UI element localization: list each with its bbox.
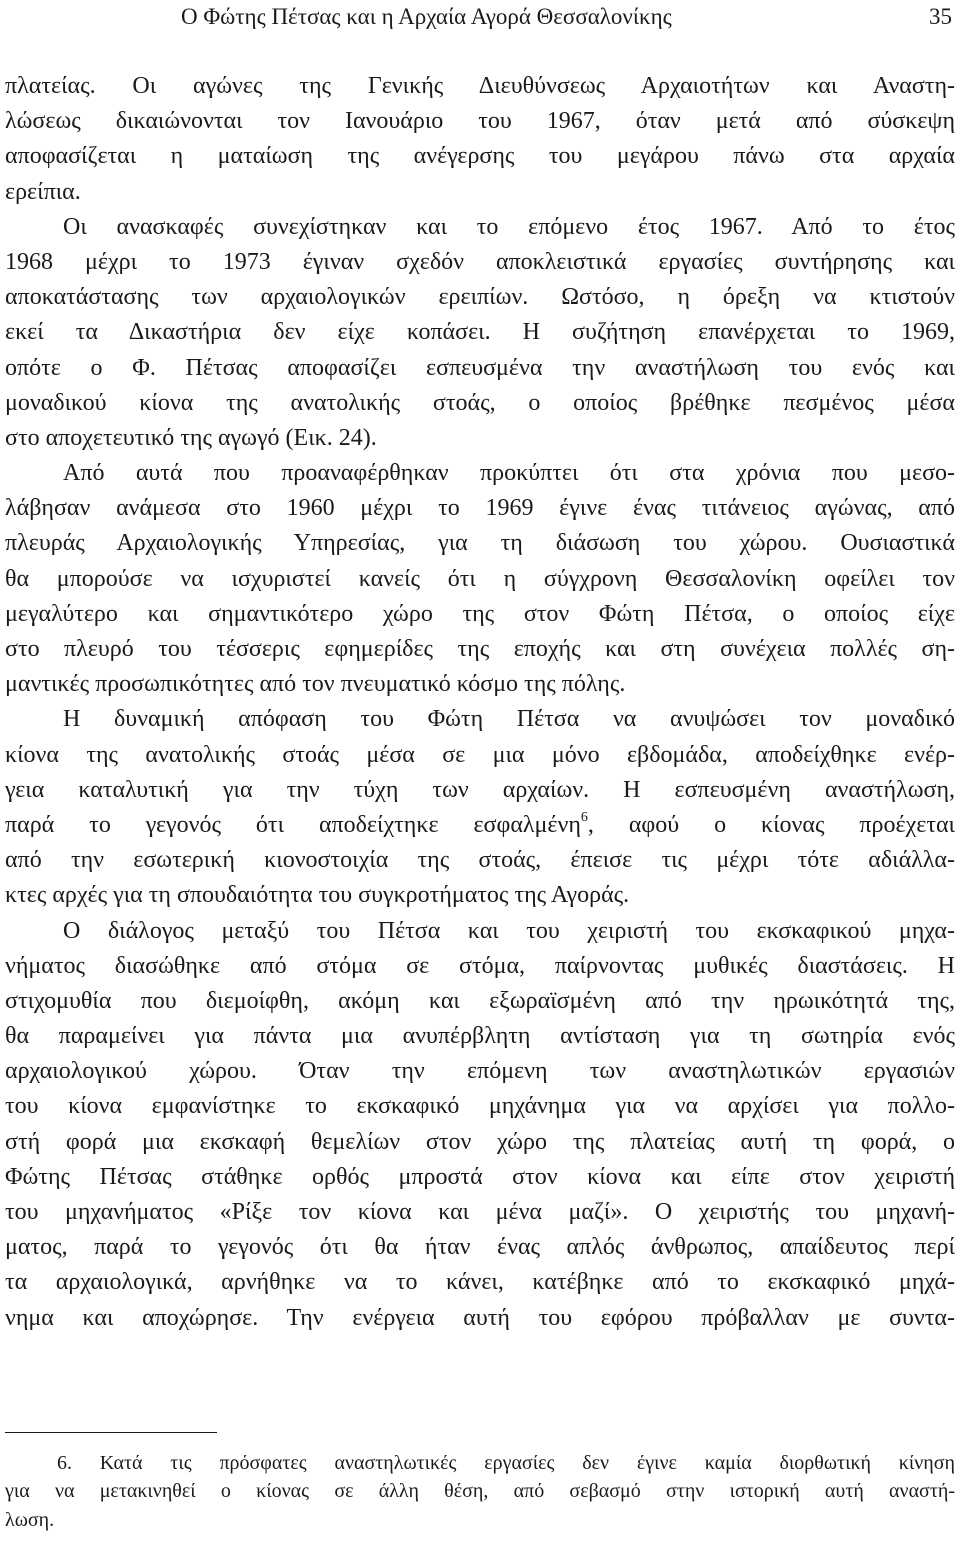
- text-line: αρχαιολογικού χώρου. Όταν την επόμενη των αναστηλωτικών εργασιών: [5, 1058, 955, 1085]
- text-line-with-footnote: [5, 808, 955, 843]
- text-line: μοναδικού κίονα της ανατολικής στοάς, ο οποίος βρέθηκε πεσμένος μέσα: [5, 389, 955, 416]
- footnote-reference: 6: [580, 809, 588, 825]
- text-line: πλατείας. Οι αγώνες της Γενικής Διευθύνσεως Αρχαιοτήτων και Αναστη-: [5, 73, 955, 99]
- text-line: του μηχανήματος «Ρίξε τον κίονα και μένα μαζί». Ο χειριστής του μηχανή-: [5, 1199, 955, 1225]
- text-line: λάβησαν ανάμεσα στο 1960 μέχρι το 1969 έγινε ένας τιτάνειος αγώνας, από: [5, 495, 955, 522]
- text-line: εκεί τα Δικαστήρια δεν είχε κοπάσει. Η συζήτηση επανέρχεται το 1969,: [5, 319, 955, 346]
- text-line: νήματος διασώθηκε από στόμα σε στόμα, παίρνοντας μυθικές διαστάσεις. Η: [5, 952, 955, 979]
- text-line: του κίονα εμφανίστηκε το εκσκαφικό μηχάνημα για να αρχίσει για πολλο-: [5, 1093, 955, 1120]
- running-title: Ο Φώτης Πέτσας και η Αρχαία Αγορά Θεσσαλονίκης: [181, 4, 672, 29]
- text-line: οπότε ο Φ. Πέτσας αποφασίζει εσπευσμένα την αναστήλωση του ενός και: [5, 354, 955, 381]
- text-line: θα μπορούσε να ισχυριστεί κανείς ότι η σύγχρονη Θεσσαλονίκη οφείλει τον: [5, 565, 955, 592]
- footnote-line: για να μετακινηθεί ο κίονας σε άλλη θέση, από σεβασμό στην ιστορική αυτή αναστή-: [5, 1480, 955, 1503]
- text-line: μεγαλύτερο και σημαντικότερο χώρο της στον Φώτη Πέτσα, ο οποίος είχε: [5, 600, 955, 627]
- footnotes: [5, 1449, 955, 1534]
- text-line: αποφασίζεται η ματαίωση της ανέγερσης του μεγάρου πάνω στα αρχαία: [5, 143, 955, 170]
- text-line: από την εσωτερική κιονοστοιχία της στοάς, έπεισε τις μέχρι τότε αδιάλλα-: [5, 847, 955, 874]
- text-line: ματος, παρά το γεγονός ότι θα ήταν ένας απλός άνθρωπος, απαίδευτος περί: [5, 1234, 955, 1261]
- text-line: Φώτης Πέτσας στάθηκε ορθός μπροστά στον κίονα και είπε στον χειριστή: [5, 1163, 955, 1190]
- text-line: κτες αρχές για τη σπουδαιότητα του συγκροτήματος της Αγοράς.: [5, 882, 630, 909]
- running-header: [0, 0, 960, 34]
- text-line: στή φορά μια εκσκαφή θεμελίων στον χώρο της πλατείας αυτή τη φορά, ο: [5, 1128, 955, 1155]
- text-line: πλευράς Αρχαιολογικής Υπηρεσίας, για τη διάσωση του χώρου. Ουσιαστικά: [5, 530, 955, 557]
- text-line: κίονα της ανατολικής στοάς μέσα σε μια μόνο εβδομάδα, αποδείχθηκε ενέρ-: [5, 741, 955, 768]
- text-line: νημα και αποχώρησε. Την ενέργεια αυτή του εφόρου πρόβαλλαν με συντα-: [5, 1304, 955, 1331]
- text-line: μαντικές προσωπικότητες από τον πνευματικό κόσμο της πόλης.: [5, 671, 626, 698]
- text-line: Ο διάλογος μεταξύ του Πέτσα και του χειριστή του εκσκαφικού μηχα-: [63, 917, 955, 944]
- footnote-divider: [5, 1432, 217, 1433]
- text-line: Η δυναμική απόφαση του Φώτη Πέτσα να ανυψώσει τον μοναδικό: [63, 706, 955, 733]
- text-line: Από αυτά που προαναφέρθηκαν προκύπτει ότι στα χρόνια που μεσο-: [63, 460, 955, 487]
- text-line: τα αρχαιολογικά, αρνήθηκε να το κάνει, κατέβηκε από το εκσκαφικό μηχά-: [5, 1269, 955, 1296]
- footnote-line: 6. Κατά τις πρόσφατες αναστηλωτικές εργασίες δεν έγινε καμία διορθωτική κίνηση: [57, 1452, 955, 1474]
- text-line: ερείπια.: [5, 178, 81, 205]
- text-line: γεια καταλυτική για την τύχη των αρχαίων. Η εσπευσμένη αναστήλωση,: [5, 776, 955, 803]
- text-line: Οι ανασκαφές συνεχίστηκαν και το επόμενο έτος 1967. Από το έτος: [63, 213, 955, 240]
- text-line-head: παρά το γεγονός ότι αποδείχτηκε εσφαλμένη: [5, 811, 581, 838]
- text-line-tail: , αφού ο κίονας προέχεται: [587, 811, 956, 838]
- footnote-line: λωση.: [5, 1508, 55, 1531]
- text-line: αποκατάστασης των αρχαιολογικών ερειπίων. Ωστόσο, η όρεξη να κτιστούν: [5, 284, 955, 311]
- text-line: θα παραμείνει για πάντα μια ανυπέρβλητη αντίσταση για τη σωτηρία ενός: [5, 1023, 955, 1050]
- text-line: στο πλευρό του τέσσερις εφημερίδες της εποχής και στη συνέχεια πολλές ση-: [5, 636, 955, 662]
- text-line: στο αποχετευτικό της αγωγό (Εικ. 24).: [5, 424, 377, 451]
- text-line: λώσεως δικαιώνονται τον Ιανουάριο του 1967, όταν μετά από σύσκεψη: [5, 108, 955, 135]
- body-text: [5, 69, 955, 1336]
- page-number: 35: [929, 4, 952, 29]
- text-line: στιχομυθία που διεμοίφθη, ακόμη και εξωραϊσμένη από την ηρωικότητά της,: [5, 987, 955, 1014]
- text-line: 1968 μέχρι το 1973 έγιναν σχεδόν αποκλειστικά εργασίες συντήρησης και: [5, 248, 955, 275]
